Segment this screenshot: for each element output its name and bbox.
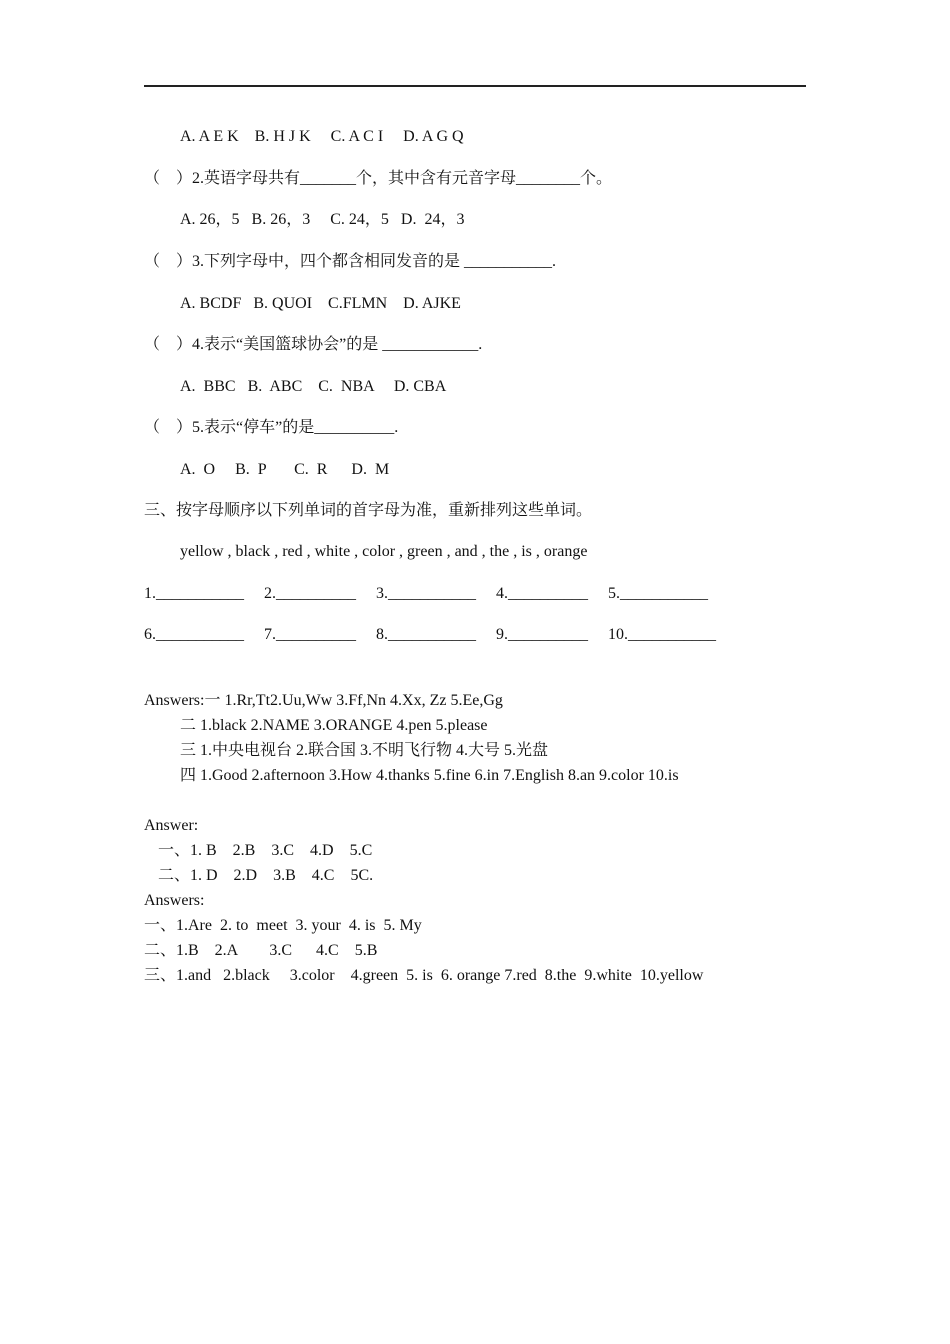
question-5: （ ）5.表示“停车”的是__________. [144, 419, 399, 436]
answers-2-line-2: 二、1. D 2.D 3.B 4.C 5C. [158, 867, 374, 884]
answers-3-line-3: 三、1.and 2.black 3.color 4.green 5. is 6. orange 7.red 8.the 9.white 10.yellow [144, 967, 704, 984]
question-3: （ ）3.下列字母中，四个都含相同发音的是 ___________. [144, 253, 557, 270]
q1-options: A. A E K B. H J K C. A C I D. A G Q [180, 128, 464, 145]
q3-options: A. BCDF B. QUOI C.FLMN D. AJKE [180, 295, 461, 312]
blanks-row-1: 1.___________ 2.__________ 3.___________ 4.__________ 5.___________ [144, 585, 708, 602]
answers-1-line-4: 四 1.Good 2.afternoon 3.How 4.thanks 5.fine 6.in 7.English 8.an 9.color 10.is [180, 767, 679, 784]
section-3-words: yellow , black , red , white , color , green , and , the , is , orange [180, 543, 588, 560]
q5-options: A. O B. P C. R D. M [180, 461, 390, 478]
blanks-row-2: 6.___________ 7.__________ 8.___________ 9.__________ 10.___________ [144, 626, 716, 643]
answers-1-header: Answers:一 1.Rr,Tt2.Uu,Ww 3.Ff,Nn 4.Xx, Zz 5.Ee,Gg [144, 692, 503, 709]
question-4: （ ）4.表示“美国篮球协会”的是 ____________. [144, 336, 483, 353]
answers-3-line-2: 二、1.B 2.A 3.C 4.C 5.B [144, 942, 378, 959]
answers-3-line-1: 一、1.Are 2. to meet 3. your 4. is 5. My [144, 917, 422, 934]
answers-1-line-2: 二 1.black 2.NAME 3.ORANGE 4.pen 5.please [180, 717, 488, 734]
section-3-title: 三、按字母顺序以下列单词的首字母为准，重新排列这些单词。 [144, 502, 593, 519]
answers-3-header: Answers: [144, 892, 205, 909]
answers-2-line-1: 一、1. B 2.B 3.C 4.D 5.C [158, 842, 373, 859]
q4-options: A. BBC B. ABC C. NBA D. CBA [180, 378, 447, 395]
answers-1-line-3: 三 1.中央电视台 2.联合国 3.不明飞行物 4.大号 5.光盘 [180, 742, 549, 759]
question-2: （ ）2.英语字母共有_______个，其中含有元音字母________个。 [144, 170, 613, 187]
q2-options: A. 26，5 B. 26，3 C. 24，5 D. 24，3 [180, 211, 465, 228]
answers-2-header: Answer: [144, 817, 199, 834]
header-rule [144, 85, 806, 87]
